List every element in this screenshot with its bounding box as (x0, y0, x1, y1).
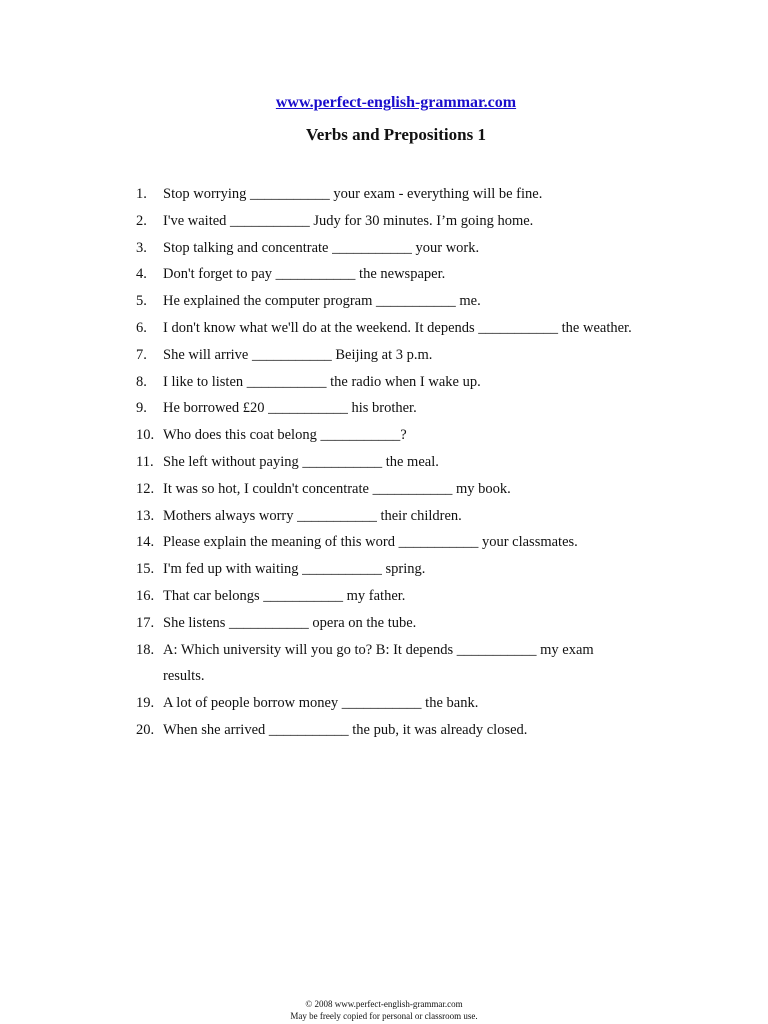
exercise-text: I'm fed up with waiting ___________ spring. (163, 561, 426, 578)
exercise-text: She listens ___________ opera on the tube. (163, 614, 417, 631)
exercise-text: When she arrived ___________ the pub, it was already closed. (163, 721, 528, 738)
exercise-number: 18. (136, 641, 155, 658)
exercise-number: 20. (136, 721, 155, 738)
exercise-number: 15. (136, 561, 155, 578)
exercise-text: Who does this coat belong ___________? (163, 427, 407, 444)
exercise-number: 11. (136, 453, 154, 470)
exercise-item (136, 395, 636, 422)
exercise-text: A lot of people borrow money ___________ the bank. (163, 695, 479, 712)
exercise-number: 14. (136, 534, 155, 551)
exercise-item (136, 583, 636, 610)
footer (0, 998, 768, 1022)
exercise-text: Don't forget to pay ___________ the newspaper. (163, 266, 446, 283)
exercise-text: A: Which university will you go to? B: It depends ___________ my exam results. (163, 641, 594, 685)
page-title: Verbs and Prepositions 1 (306, 125, 486, 144)
exercise-item (136, 529, 636, 556)
exercise-number: 10. (136, 427, 155, 444)
exercise-item (136, 288, 636, 315)
usage-note: May be freely copied for personal or classroom use. (290, 1011, 478, 1021)
exercise-list (136, 181, 636, 744)
exercise-number: 6. (136, 319, 147, 336)
exercise-item (136, 208, 636, 235)
exercise-text: She left without paying ___________ the meal. (163, 453, 439, 470)
exercise-text: That car belongs ___________ my father. (163, 587, 406, 604)
exercise-number: 5. (136, 293, 147, 310)
exercise-number: 17. (136, 614, 155, 631)
exercise-item (136, 556, 636, 583)
exercise-number: 2. (136, 212, 147, 229)
exercise-item (136, 717, 636, 744)
exercise-item (136, 637, 636, 691)
exercise-number: 3. (136, 239, 147, 256)
exercise-text: He borrowed £20 ___________ his brother. (163, 400, 417, 417)
exercise-number: 1. (136, 186, 147, 202)
exercise-item (136, 369, 636, 396)
exercise-item (136, 315, 636, 342)
exercise-number: 13. (136, 507, 155, 524)
exercise-text: He explained the computer program ___________ me. (163, 293, 481, 310)
exercise-item (136, 690, 636, 717)
exercise-item (136, 422, 636, 449)
exercise-number: 8. (136, 373, 147, 390)
exercise-number: 12. (136, 480, 155, 497)
exercise-item (136, 449, 636, 476)
exercise-item (136, 342, 636, 369)
exercise-item (136, 181, 636, 208)
site-link[interactable]: www.perfect-english-grammar.com (275, 94, 517, 111)
exercise-item (136, 610, 636, 637)
exercise-text: I don't know what we'll do at the weekend. It depends ___________ the weather. (163, 319, 632, 336)
exercise-text: Please explain the meaning of this word ___________ your classmates. (163, 534, 578, 551)
exercise-number: 4. (136, 266, 147, 283)
exercise-item (136, 476, 636, 503)
exercise-text: I've waited ___________ Judy for 30 minutes. I’m going home. (163, 212, 534, 229)
exercise-number: 19. (136, 695, 155, 712)
exercise-item (136, 261, 636, 288)
copyright-line: © 2008 www.perfect-english-grammar.com (305, 999, 463, 1009)
exercise-text: Mothers always worry ___________ their children. (163, 507, 462, 524)
exercise-item (136, 503, 636, 530)
exercise-number: 9. (136, 400, 147, 417)
exercise-text: She will arrive ___________ Beijing at 3 p.m. (163, 346, 433, 363)
exercise-text: I like to listen ___________ the radio when I wake up. (163, 373, 481, 390)
exercise-text: Stop talking and concentrate ___________ your work. (163, 239, 480, 256)
exercise-text: Stop worrying ___________ your exam - everything will be fine. (163, 186, 543, 202)
exercise-text: It was so hot, I couldn't concentrate ___________ my book. (163, 480, 511, 497)
exercise-number: 16. (136, 587, 155, 604)
exercise-number: 7. (136, 346, 147, 363)
exercise-item (136, 235, 636, 262)
